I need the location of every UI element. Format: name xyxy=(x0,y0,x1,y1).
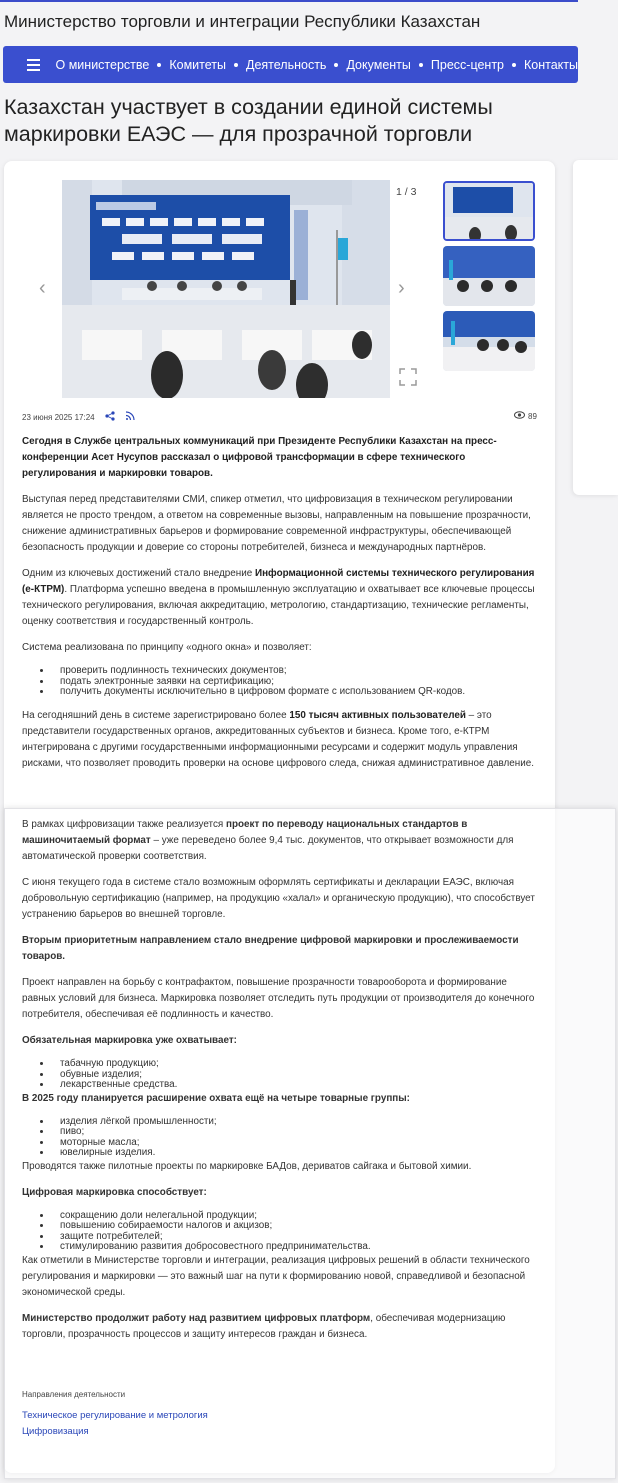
bold-text: Министерство продолжит работу над развитием цифровых платформ xyxy=(22,1312,371,1324)
side-panel xyxy=(573,160,618,495)
direction-link-digitalization[interactable]: Цифровизация xyxy=(22,1426,89,1437)
gallery-thumbnail-2[interactable] xyxy=(443,246,535,306)
paragraph xyxy=(22,817,542,865)
lead-paragraph xyxy=(22,434,540,482)
paragraph xyxy=(22,1185,542,1201)
paragraph xyxy=(22,566,540,630)
menu-icon[interactable] xyxy=(27,56,40,74)
paragraph xyxy=(22,1091,542,1107)
gallery-counter: 1 / 3 xyxy=(396,186,417,198)
list-item: • подать электронные заявки на сертификацию; xyxy=(52,677,540,688)
list-item: • получить документы исключительно в цифровом формате с использованием QR-кодов. xyxy=(52,687,540,698)
list-item: • ювелирные изделия. xyxy=(52,1148,542,1159)
paragraph: Проект направлен на борьбу с контрафактом, повышение прозрачности товарооборота и формирование равных условий для бизнеса. Маркировка позволяет отследить путь продукции от производителя до конечного потребителя, обеспечивая её подлинность и качество. xyxy=(22,977,535,1020)
bullet-list xyxy=(52,1059,542,1091)
rss-icon[interactable] xyxy=(125,411,135,423)
paragraph xyxy=(22,1033,542,1049)
nav-item-press[interactable]: Пресс-центр xyxy=(430,57,504,72)
nav-separator xyxy=(512,63,516,67)
eye-icon xyxy=(514,411,525,421)
bullet-list xyxy=(52,1211,542,1253)
paragraph xyxy=(22,1311,542,1343)
main-nav xyxy=(3,46,578,83)
share-icon[interactable] xyxy=(105,411,115,423)
bold-text: 150 тысяч активных пользователей xyxy=(289,709,466,721)
list-item: • сокращению доли нелегальной продукции; xyxy=(52,1211,542,1222)
article-body-continued xyxy=(22,817,542,1353)
view-count xyxy=(514,411,537,421)
text: . Платформа успешно введена в промышленную эксплуатацию и охватывает все ключевые процессы технического регулирования, включая аккредитацию, метрологию, стандартизацию, технические регламенты, оценку соответствия и государственный контроль. xyxy=(22,584,535,627)
lead-text: Сегодня в Службе центральных коммуникаций при Президенте Республики Казахстан на пресс-конференции Асет Нусупов рассказал о цифровой трансформации в сфере технического регулирования и маркировки товаров. xyxy=(22,436,497,479)
nav-separator xyxy=(334,63,338,67)
nav-item-about[interactable]: О министерстве xyxy=(55,57,150,72)
publish-date: 23 июня 2025 17:24 xyxy=(22,412,95,422)
paragraph xyxy=(22,708,540,772)
nav-item-contacts[interactable]: Контакты xyxy=(524,57,578,72)
list-item: • проверить подлинность технических документов; xyxy=(52,666,540,677)
text: Одним из ключевых достижений стало внедрение xyxy=(22,568,255,579)
list-item: • защите потребителей; xyxy=(52,1232,542,1243)
chevron-left-icon[interactable]: ‹ xyxy=(39,277,46,299)
gallery-thumbnail-1[interactable] xyxy=(443,181,535,241)
paragraph: Выступая перед представителями СМИ, спикер отметил, что цифровизация в техническом регулировании является не просто трендом, а ответом на современные вызовы, направленным на повышение прозрачности, снижение административных барьеров и формирование современной инфраструктуры, обеспечивающей безопасность продукции и доверие со стороны потребителей, бизнеса и международных партнёров. xyxy=(22,494,531,553)
paragraph: Система реализована по принципу «одного окна» и позволяет: xyxy=(22,642,312,653)
list-item: • обувные изделия; xyxy=(52,1070,542,1081)
list-item: • пиво; xyxy=(52,1127,542,1138)
nav-item-committees[interactable]: Комитеты xyxy=(169,57,226,72)
bold-text: В 2025 году планируется расширение охвата ещё на четыре товарные группы: xyxy=(22,1092,410,1104)
gallery-thumbnail-3[interactable] xyxy=(443,311,535,371)
list-item: • моторные масла; xyxy=(52,1138,542,1149)
gallery-main-photo[interactable] xyxy=(62,180,390,398)
bullet-list xyxy=(52,1117,542,1159)
list-item: • повышению собираемости налогов и акцизов; xyxy=(52,1221,542,1232)
top-accent-line xyxy=(0,0,578,2)
nav-item-activity[interactable]: Деятельность xyxy=(245,57,327,72)
nav-item-documents[interactable]: Документы xyxy=(346,57,411,72)
list-item: • табачную продукцию; xyxy=(52,1059,542,1070)
expand-icon[interactable] xyxy=(399,368,417,386)
text: На сегодняшний день в системе зарегистрировано более xyxy=(22,709,290,721)
bold-text: Цифровая маркировка способствует: xyxy=(22,1186,207,1198)
paragraph xyxy=(22,933,542,965)
article-body xyxy=(22,434,540,782)
directions-label: Направления деятельности xyxy=(22,1390,126,1399)
paragraph: Как отметили в Министерстве торговли и интеграции, реализация цифровых решений в области технического регулирования и маркировки — это важный шаг на пути к формированию новой, справедливой и безопасной экономической среды. xyxy=(22,1254,530,1298)
bold-text: Обязательная маркировка уже охватывает: xyxy=(22,1035,237,1046)
site-title[interactable]: Министерство торговли и интеграции Республики Казахстан xyxy=(4,12,481,31)
list-item: • лекарственные средства. xyxy=(52,1080,542,1091)
article-meta xyxy=(22,411,135,423)
paragraph: С июня текущего года в системе стало возможным оформлять сертификаты и декларации ЕАЭС, включая добровольную сертификацию (например, на продукцию «халал» и органическую продукцию), что способствует устранению барьеров во внешней торговле. xyxy=(22,877,535,920)
text: – это представители государственных органов, аккредитованных субъектов и бизнеса. Кроме того, е-КТРМ интегрирована с другими государственными информационными ресурсами и содержит модуль управления рисками, что позволяет проводить проверки на основе цифрового следа, снижая административное давление. xyxy=(22,709,534,769)
list-item: • стимулированию развития добросовестного предпринимательства. xyxy=(52,1242,542,1253)
bold-text: проект по переводу национальных стандартов в машиночитаемый формат xyxy=(22,819,468,846)
paragraph: Проводятся также пилотные проекты по маркировке БАДов, дериватов сайгака и бытовой химии. xyxy=(22,1160,472,1172)
text: В рамках цифровизации также реализуется xyxy=(22,819,226,830)
text: , обеспечивая модернизацию торговли, прозрачность процессов и защиту интересов граждан и бизнеса. xyxy=(22,1312,506,1340)
bold-text: Вторым приоритетным направлением стало внедрение цифровой маркировки и прослеживаемости товаров. xyxy=(22,935,519,962)
bold-text: Информационной системы технического регулирования (е-КТРМ) xyxy=(22,568,535,595)
chevron-right-icon[interactable]: › xyxy=(398,277,405,299)
views-value: 89 xyxy=(528,411,537,421)
text: – уже переведено более 9,4 тыс. документов, что открывает возможности для автоматической проверки соответствия. xyxy=(22,835,514,862)
bullet-list xyxy=(52,666,540,698)
nav-separator xyxy=(419,63,423,67)
page-title: Казахстан участвует в создании единой системы маркировки ЕАЭС — для прозрачной торговли xyxy=(4,95,493,146)
direction-link-tech-regulation[interactable]: Техническое регулирование и метрология xyxy=(22,1410,208,1421)
nav-separator xyxy=(234,63,238,67)
nav-separator xyxy=(157,63,161,67)
list-item: • изделия лёгкой промышленности; xyxy=(52,1117,542,1128)
